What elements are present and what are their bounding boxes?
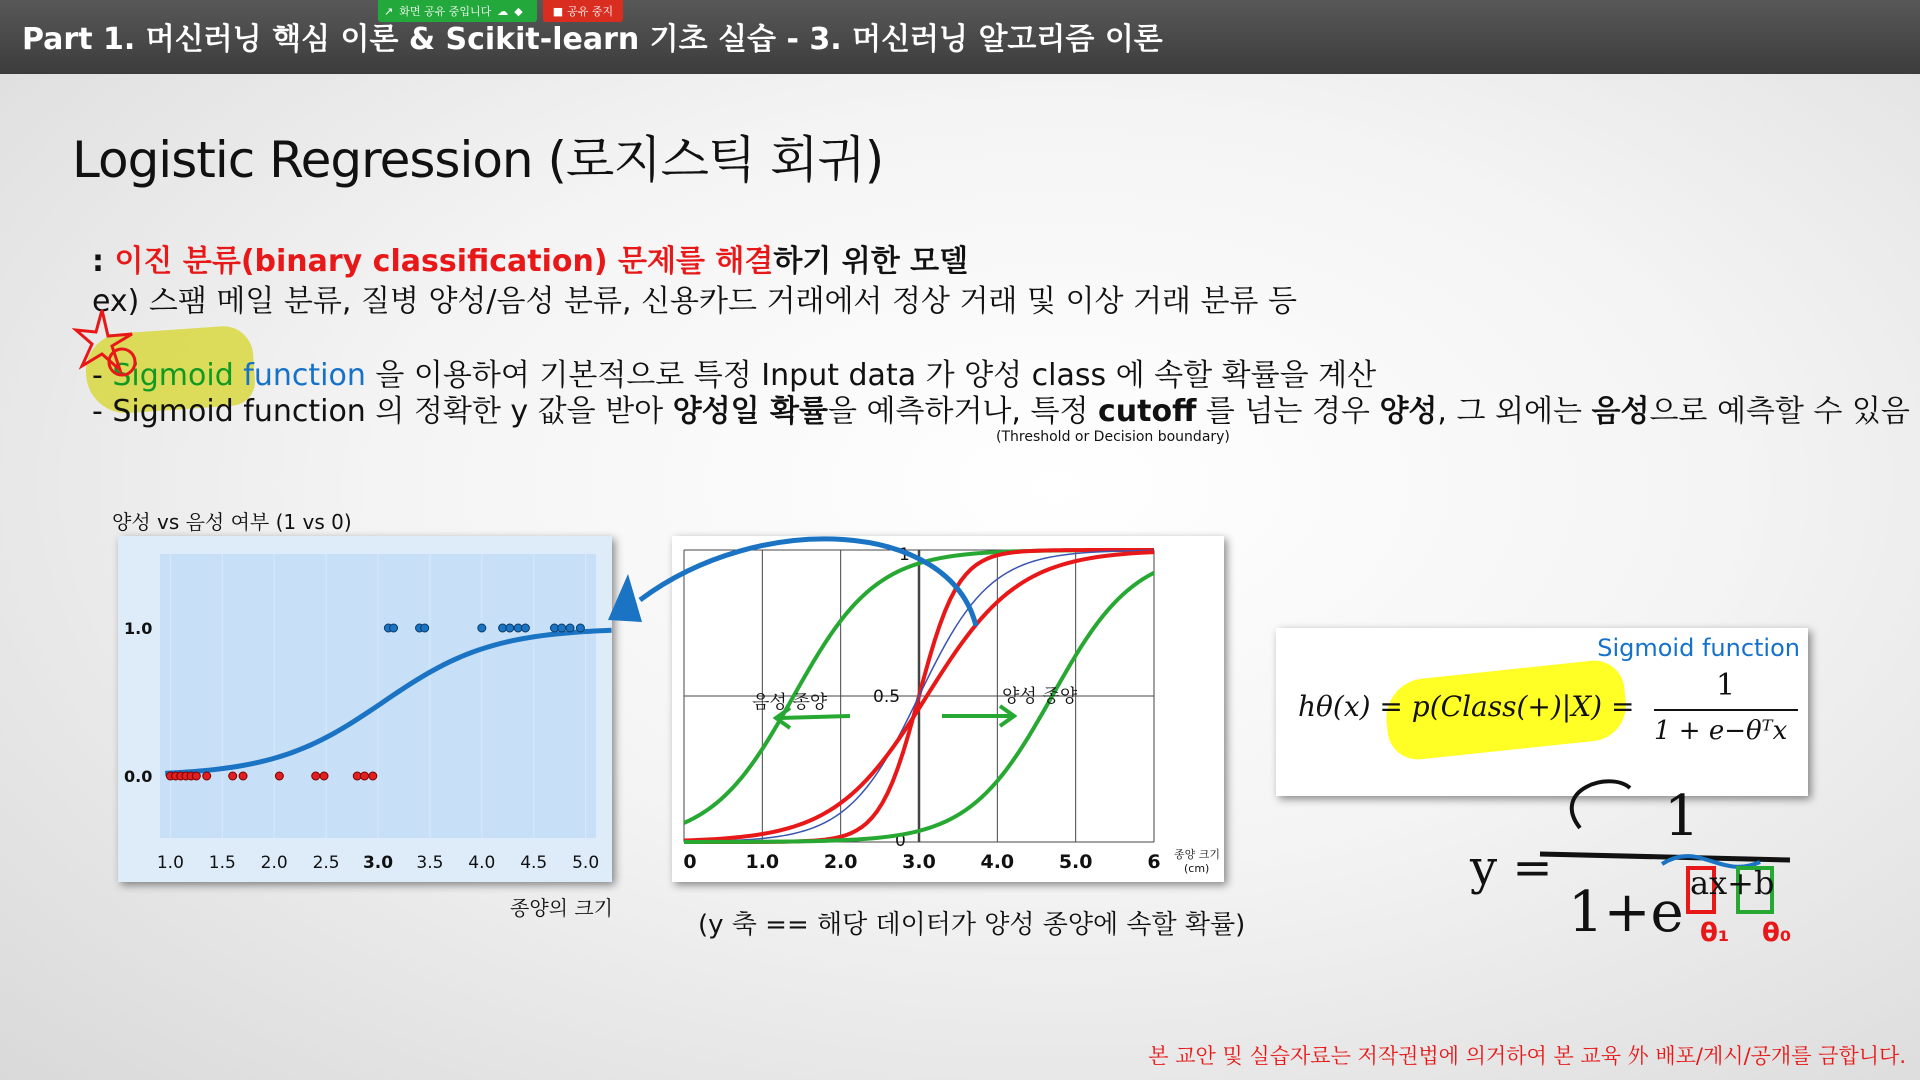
title-bar xyxy=(0,0,1920,74)
definition-prefix: : xyxy=(92,244,115,279)
y-tick-label: 0.5 xyxy=(873,687,901,707)
example-line: ex) 스팸 메일 분류, 질병 양성/음성 분류, 신용카드 거래에서 정상 거래 및 이상 거래 분류 등 xyxy=(92,284,1297,319)
theta1-label: θ₁ xyxy=(1700,918,1730,948)
formula-lhs: hθ(x) = p(Class(+)|X) = xyxy=(1298,690,1635,723)
slide-title: Logistic Regression (로지스틱 회귀) xyxy=(72,131,884,189)
shield-icon: ◆ xyxy=(514,4,523,18)
theta0-label: θ₀ xyxy=(1762,918,1792,948)
positive-point xyxy=(421,624,429,632)
definition-rest: 하기 위한 모델 xyxy=(773,244,969,279)
cutoff-d: cutoff xyxy=(1097,394,1197,429)
share-status-label: 화면 공유 중입니다 xyxy=(399,5,492,18)
x-tick-label: 2.0 xyxy=(823,851,858,873)
negative-point xyxy=(203,772,211,780)
y-tick-label: 0.0 xyxy=(124,767,153,786)
x-tick-label: 4.0 xyxy=(468,853,496,873)
x-tick-label: 1.5 xyxy=(208,853,236,873)
stop-share-button[interactable] xyxy=(543,0,623,22)
stop-share-label: 공유 중지 xyxy=(567,5,614,18)
x-tick-label: 6 xyxy=(1147,851,1161,873)
sigmoid-line-rest: 을 이용하여 기본적으로 특정 Input data 가 양성 class 에 속할 확률을 계산 xyxy=(365,358,1377,393)
x-tick-label: 3.0 xyxy=(902,851,936,873)
y-tick-label: 1.0 xyxy=(124,619,153,638)
share-status[interactable] xyxy=(378,0,537,22)
x-tick-label: 4.0 xyxy=(980,851,1015,873)
negative-point xyxy=(320,772,328,780)
hw-numerator: 1 xyxy=(1664,784,1700,849)
x-tick-label: 4.5 xyxy=(520,853,548,873)
function-word: function xyxy=(233,358,366,393)
share-icon: ↗ xyxy=(384,4,394,18)
fraction-bar xyxy=(1654,709,1798,711)
negative-point xyxy=(229,772,237,780)
hw-y: y = xyxy=(1470,840,1553,896)
x-tick-label: 2.0 xyxy=(260,853,288,873)
hw-exponent: ax+b xyxy=(1690,864,1775,902)
left-chart xyxy=(118,536,612,882)
dash: - xyxy=(92,358,113,393)
y-tick-label: 1 xyxy=(899,545,910,565)
cutoff-c: 을 예측하거나, 특정 xyxy=(828,394,1098,429)
left-chart-card xyxy=(118,536,612,882)
cutoff-line xyxy=(92,386,1910,430)
x-tick-label: 5.0 xyxy=(1058,851,1093,873)
formula-denominator: 1 + e−θᵀx xyxy=(1654,716,1788,746)
threshold-note: (Threshold or Decision boundary) xyxy=(996,429,1230,445)
stop-icon: ■ xyxy=(552,4,564,18)
formula-title: Sigmoid function xyxy=(1597,634,1800,662)
left-chart-title: 양성 vs 음성 여부 (1 vs 0) xyxy=(112,510,352,534)
negative-point xyxy=(239,772,247,780)
course-title: Part 1. 머신러닝 핵심 이론 & Scikit-learn 기초 실습 - 3. 머신러닝 알고리즘 이론 xyxy=(22,22,1163,57)
x-unit-label-2: (cm) xyxy=(1184,862,1210,875)
screen-share-bar xyxy=(378,0,623,22)
cutoff-f: 양성 xyxy=(1379,394,1438,429)
definition-line xyxy=(92,236,968,280)
x-tick-label: 1.0 xyxy=(156,853,184,873)
sigmoid-word: Sigmoid xyxy=(112,358,234,393)
x-tick-label: 2.5 xyxy=(312,853,340,873)
cutoff-e: 를 넘는 경우 xyxy=(1196,394,1380,429)
cutoff-h: 음성 xyxy=(1591,394,1650,429)
positive-point xyxy=(478,624,486,632)
x-tick-label: 0 xyxy=(683,851,697,873)
negative-point xyxy=(312,772,320,780)
cutoff-a: - Sigmoid function 의 정확한 y 값을 받아 xyxy=(92,394,673,429)
negative-point xyxy=(192,772,200,780)
star-doodle xyxy=(72,300,152,380)
connector-arrow xyxy=(560,530,1000,640)
cutoff-g: , 그 외에는 xyxy=(1437,394,1592,429)
y-tick-label: 0 xyxy=(895,831,906,851)
cloud-icon: ☁ xyxy=(497,4,509,18)
x-unit-label: 종양 크기 xyxy=(1174,848,1221,861)
left-chart-xlabel: 종양의 크기 xyxy=(510,896,613,920)
positive-tumor-label: 양성 종양 xyxy=(1002,686,1078,707)
x-tick-label: 3.0 xyxy=(362,853,394,873)
cutoff-i: 으로 예측할 수 있음 xyxy=(1649,394,1910,429)
positive-point xyxy=(506,624,514,632)
copyright-notice: 본 교안 및 실습자료는 저작권법에 의거하여 본 교육 外 배포/게시/공개를 금합니다. xyxy=(1148,1044,1906,1068)
definition-emphasis: 이진 분류(binary classification) 문제를 해결 xyxy=(114,244,774,279)
negative-point xyxy=(275,772,283,780)
positive-point xyxy=(390,624,398,632)
negative-point xyxy=(369,772,377,780)
negative-tumor-label: 음성 종양 xyxy=(752,692,828,713)
cutoff-b: 양성일 확률 xyxy=(672,394,828,429)
x-tick-label: 3.5 xyxy=(416,853,444,873)
x-tick-label: 5.0 xyxy=(572,853,600,873)
negative-point xyxy=(361,772,369,780)
middle-chart-caption: (y 축 == 해당 데이터가 양성 종양에 속할 확률) xyxy=(698,910,1246,940)
positive-point xyxy=(521,624,529,632)
hw-denominator: 1+e xyxy=(1568,880,1684,945)
x-tick-label: 1.0 xyxy=(745,851,780,873)
formula-numerator: 1 xyxy=(1716,668,1736,703)
right-arrow xyxy=(942,706,1014,726)
